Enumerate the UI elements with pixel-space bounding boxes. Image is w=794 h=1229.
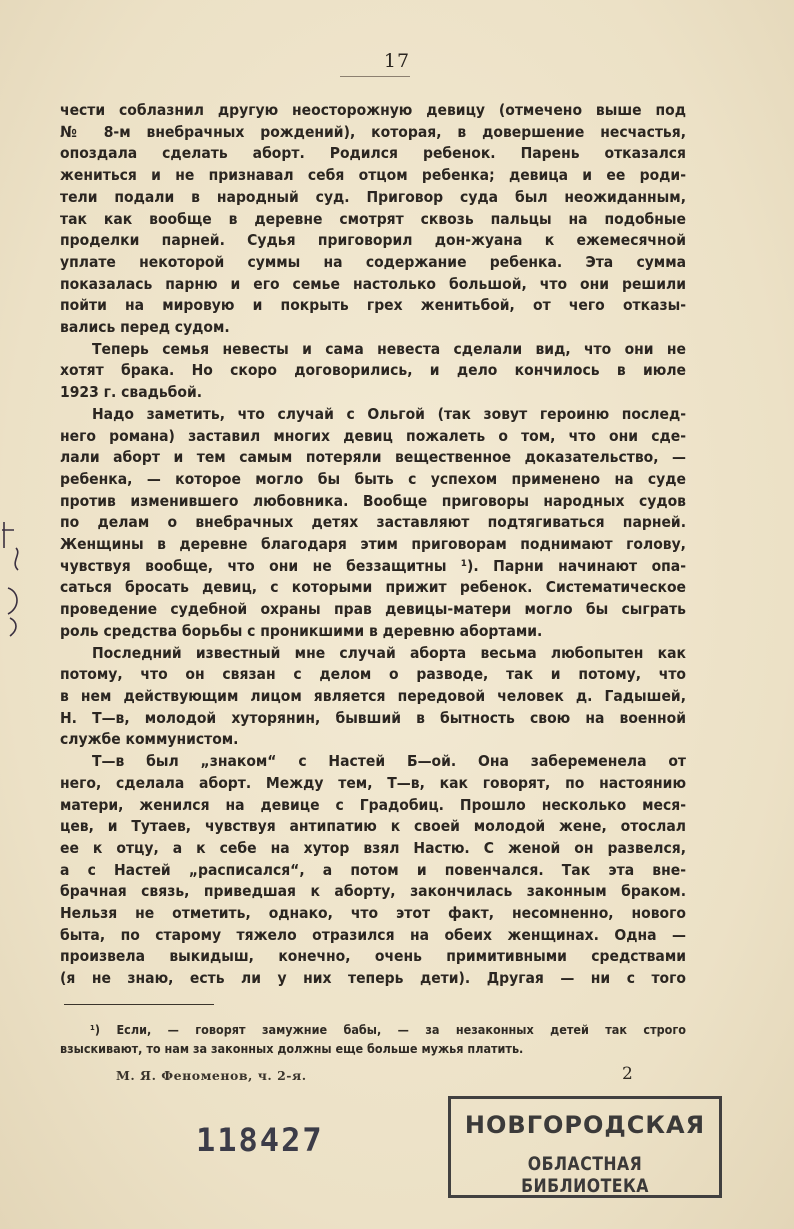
text-line: него романа) заставил многих девиц пожалеть о том, что они сде- [60, 426, 686, 445]
footnote [60, 1020, 686, 1058]
library-stamp [448, 1096, 722, 1198]
text-line: чести соблазнил другую неосторожную девицу (отмечено выше под [60, 101, 686, 119]
paragraph-5 [60, 751, 686, 990]
text-line: Надо заметить, что случай с Ольгой (так зовут героиню послед- [92, 404, 686, 423]
library-inventory-number: 118427 [196, 1121, 324, 1159]
text-line: Женщины в деревне благодаря этим приговорам поднимают голову, [60, 535, 686, 554]
paragraph-2 [60, 339, 686, 404]
page-number: 17 [383, 50, 411, 72]
text-line: него, сделала аборт. Между тем, Т—в, как говорят, по настоянию [60, 773, 686, 792]
text-line: в нем действующим лицом является передовой человек д. Гадышей, [60, 686, 686, 705]
text-line: так как вообще в деревне смотрят сквозь пальцы на подобные [60, 209, 686, 228]
text-line: № 8-м внебрачных рождений), которая, в довершение несчастья, [60, 122, 686, 141]
text-line: Нельзя не отметить, однако, что этот факт, несомненно, нового [60, 904, 686, 923]
text-line: вались перед судом. [60, 318, 230, 337]
text-line: ее к отцу, а к себе на хутор взял Настю. С женой он развелся, [60, 838, 686, 857]
text-line: проведение судебной охраны прав девицы-матери могло бы сыграть [60, 600, 686, 619]
text-line: Н. Т—в, молодой хуторянин, бывший в бытность свою на военной [60, 708, 686, 727]
printer-signature: М. Я. Феноменов, ч. 2-я. [116, 1068, 307, 1083]
text-line: брачная связь, приведшая к аборту, закончилась законным браком. [60, 882, 686, 901]
text-line: Последний известный мне случай аборта весьма любопытен как [92, 643, 686, 662]
text-line: матери, женился на девице с Градобиц. Прошло несколько меся- [60, 795, 686, 814]
text-line: лали аборт и тем самым потеряли вещественное доказательство, — [60, 448, 686, 467]
text-line: уплате некоторой суммы на содержание ребенка. Эта сумма [60, 252, 686, 271]
text-line: ребенка, — которое могло бы быть с успехом применено на суде [60, 469, 686, 488]
text-line: (я не знаю, есть ли у них теперь дети). Другая — ни с того [60, 969, 686, 988]
text-line: произвела выкидыш, конечно, очень примитивными средствами [60, 947, 686, 966]
footnote-line: ¹) Если, — говорят замужние бабы, — за незаконных детей так строго [90, 1022, 686, 1037]
paragraph-3 [60, 404, 686, 643]
stamp-line-2: ОБЛАСТНАЯ БИБЛИОТЕКА [521, 1153, 649, 1197]
text-line: а с Настей „расписался“, а потом и повенчался. Так эта вне- [60, 860, 686, 879]
text-line: жениться и не признавал себя отцом ребенка; девица и ее роди- [60, 166, 686, 185]
stamp-line-1: НОВГОРОДСКАЯ [464, 1111, 706, 1139]
text-line: роль средства борьбы с проникшими в деревню абортами. [60, 621, 543, 640]
footnote-rule [64, 1004, 214, 1005]
footnote-line: взыскивают, то нам за законных должны еще больше мужья платить. [60, 1041, 524, 1056]
text-line: по делам о внебрачных детях заставляют подтягиваться парней. [60, 513, 686, 532]
text-line: службе коммунистом. [60, 730, 239, 749]
text-line: 1923 г. свадьбой. [60, 383, 203, 402]
paragraph-1 [60, 100, 686, 339]
text-line: тели подали в народный суд. Приговор суда был неожиданным, [60, 187, 686, 206]
text-line: Т—в был „знаком“ с Настей Б—ой. Она забеременела от [92, 752, 686, 771]
main-text [60, 100, 686, 990]
text-line: чувствуя вообще, что они не беззащитны ¹). Парни начинают опа- [60, 556, 686, 575]
text-line: хотят брака. Но скоро договорились, и дело кончилось в июле [60, 361, 686, 380]
paragraph-4 [60, 643, 686, 752]
text-line: цев, и Тутаев, чувствуя антипатию к своей молодой жене, отослал [60, 817, 686, 836]
text-line: против изменившего любовника. Вообще приговоры народных судов [60, 491, 686, 510]
text-line: быта, по старому тяжело отразился на обеих женщинах. Одна — [60, 925, 686, 944]
sheet-number: 2 [622, 1064, 633, 1084]
text-line: саться бросать девиц, с которыми прижит ребенок. Систематическое [60, 578, 686, 597]
text-line: проделки парней. Судья приговорил дон-жуана к ежемесячной [60, 231, 686, 250]
text-line: пойти на мировую и покрыть грех женитьбой, от чего отказы- [60, 296, 686, 315]
text-line: опоздала сделать аборт. Родился ребенок. Парень отказался [60, 144, 686, 163]
margin-pencil-mark [0, 518, 30, 638]
page-number-rule [340, 76, 410, 77]
text-line: потому, что он связан с делом о разводе, так и потому, что [60, 665, 686, 684]
text-line: показалась парню и его семье настолько большой, что они решили [60, 274, 686, 293]
text-line: Теперь семья невесты и сама невеста сделали вид, что они не [92, 339, 686, 358]
